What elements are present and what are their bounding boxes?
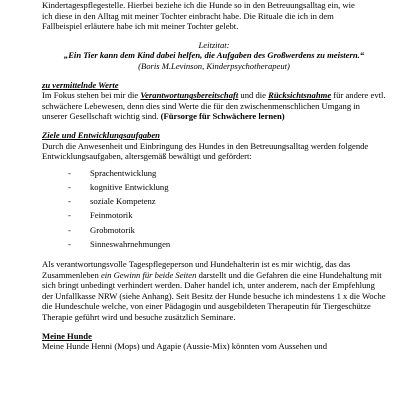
- goals-heading: Ziele und Entwicklungsaufgaben: [42, 129, 160, 140]
- list-item: - Grobmotorik: [68, 223, 386, 237]
- development-list: [42, 166, 386, 251]
- lead-quote: [42, 40, 386, 72]
- goals-paragraph: Durch die Anwesenheit und Einbringung des Hundes in den Betreuungsalltag werden folgende Entwicklungsaufgaben, altersgemäß bewältigt und gefördert:: [42, 140, 369, 162]
- values-bold-care: (Fürsorge für Schwächere lernen): [160, 111, 285, 122]
- values-paragraph: [42, 90, 386, 122]
- dogs-paragraph: Meine Hunde Henni (Mops) und Agapie (Aussie-Mix) könnten vom Aussehen und: [42, 341, 327, 352]
- values-text-3: für andere evtl. schwächere Lebewesen, denn dies sind Werte die für den zwischenmenschlichen Umgang in unserer Gesellschaft wichtig sind.: [42, 90, 386, 122]
- values-text-1: Im Fokus stehen bei mir die: [42, 90, 141, 101]
- list-item: - Sinneswahrnehmungen: [68, 237, 386, 251]
- values-emph-responsibility: Verantwortungsbereitschaft: [140, 90, 239, 101]
- quote-heading: Leitzitat:: [198, 39, 230, 50]
- values-emph-consideration: Rücksichtsnahme: [268, 90, 332, 101]
- responsibility-paragraph: [42, 259, 386, 323]
- intro-line-1: Kindertagespflegestelle. Hierbei beziehe ich die Hunde so in den Betreuungsalltag ein, wie: [42, 0, 355, 10]
- dogs-heading: Meine Hunde: [42, 330, 92, 341]
- list-item: - Feinmotorik: [68, 208, 386, 222]
- intro-line-2: ich diese in den Alltag mit meiner Tochter einbracht habe. Die Rituale die ich in dem: [42, 10, 334, 21]
- quote-text: „Ein Tier kann dem Kind dabei helfen, die Aufgaben des Großwerdens zu meistern.“: [63, 50, 365, 61]
- intro-line-3: Fallbeispiel erläutere habe ich mit meiner Tochter gelebt.: [42, 21, 239, 32]
- quote-source: (Boris M.Levinson, Kinderpsychotherapeut): [138, 60, 290, 71]
- responsibility-text-1: Als verantwortungsvolle Tagespflegeperson und Hundehalterin ist es mir wichtig, das das Zusammenleben: [42, 258, 351, 280]
- list-item: - kognitive Entwicklung: [68, 180, 386, 194]
- responsibility-emph: ein Gewinn für beide Seiten: [100, 269, 197, 280]
- values-heading: zu vermittelnde Werte: [42, 79, 119, 90]
- list-item: - Sprachentwicklung: [68, 166, 386, 180]
- responsibility-text-2: darstellt und die Gefahren die eine Hundehaltung mit sich bringt unbedingt verhindert werden. Daher handel ich, unter anderem, nach der Empfehlung der Unfallkasse NRW (siehe Anhang). Seit Besitz der Hunde besuche ich mindestens 1 x die Woche die Hundeschule welche, von einer Pädagogin und ausgebildeten Therapeutin für Tiergeschütze Therapie geführt wird und besuche zusätzlich Seminare.: [42, 269, 386, 322]
- values-text-2: und die: [238, 90, 269, 101]
- list-item: - soziale Kompetenz: [68, 194, 386, 208]
